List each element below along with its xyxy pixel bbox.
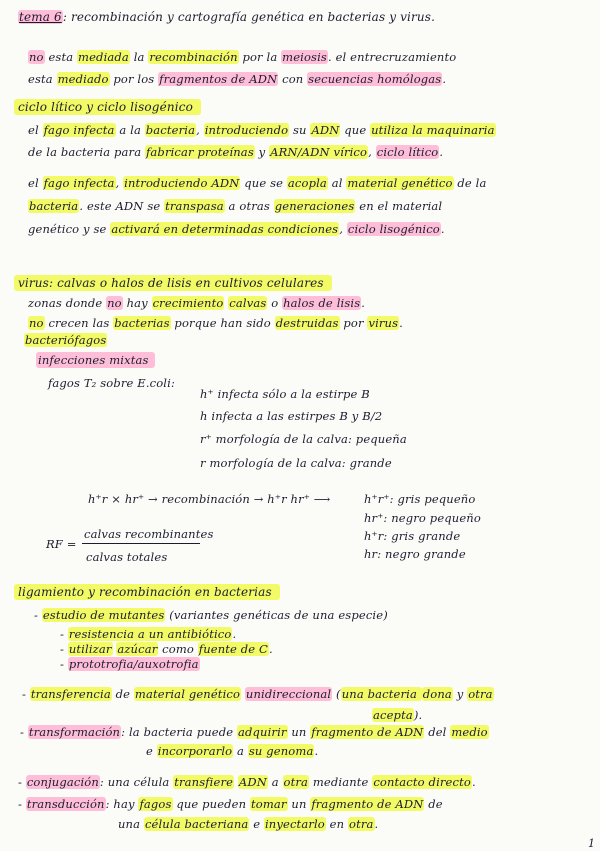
text: una [118,817,144,831]
text-highlight: contacto directo [373,775,471,789]
text-highlight: transpasa [165,199,224,213]
text-highlight: tomar [251,797,287,811]
bullet: - [60,642,68,656]
section-heading [14,100,201,115]
text-highlight: conjugación [26,775,99,789]
subheading [36,353,155,368]
text: un [287,725,311,739]
text: un [287,797,311,811]
text-highlight: azúcar [117,642,158,656]
text-highlight: fuente de C [198,642,269,656]
title-text: : recombinación y cartografía genética en bacterias y virus. [62,10,436,24]
text: e [146,744,157,758]
list-item [20,725,489,740]
text-highlight: su genoma [248,744,314,758]
text-highlight: no [29,50,44,64]
text-highlight: bacteriófagos [25,333,107,347]
text-highlight: acepta [373,708,413,722]
text-highlight: crecimiento [152,296,224,310]
text-highlight: no [29,316,44,330]
text-highlight: transferencia [30,687,111,701]
list-item-cont [372,708,422,723]
fagos-line: r⁺ morfología de la calva: pequeña [200,432,407,446]
text-highlight: fagos [139,797,172,811]
text-highlight: meiosis [282,50,327,64]
paragraph-line [28,296,365,311]
paragraph-line [28,316,403,331]
text-highlight: célula bacteriana [144,817,249,831]
page-number: 1 [588,837,596,850]
list-item [34,608,388,623]
paragraph-line [28,145,443,160]
cross-result: h⁺r: gris grande [364,529,461,543]
text-highlight: material genético [134,687,241,701]
text: a otras [224,199,274,213]
bullet: - [34,608,42,622]
text-highlight: bacterias [114,316,170,330]
text-highlight: incorporarlo [157,744,233,758]
text-highlight: ARN/ADN vírico [270,145,368,159]
text-highlight: estudio de mutantes [42,608,165,622]
text-highlight: resistencia a un antibiótico [68,627,232,641]
text-highlight: fragmento de ADN [311,725,424,739]
list-item [18,797,443,812]
bullet: - [60,657,68,671]
text: , [339,222,347,236]
text: hay [122,296,152,310]
text-highlight: fragmento de ADN [311,797,424,811]
text: de la [453,176,487,190]
text: por los [109,72,159,86]
section-heading [14,276,332,291]
text: genético y se [28,222,111,236]
text-highlight: fago infecta [43,176,115,190]
text-highlight: mediado [57,72,109,86]
text: . [269,642,273,656]
text-highlight: fabricar proteínas [146,145,254,159]
text-highlight: prototrofia/auxotrofia [68,657,199,671]
text: mediante [309,775,373,789]
text: . el entrecruzamiento [327,50,457,64]
list-item-cont [146,744,318,759]
paragraph-line [28,199,442,214]
paragraph-line [28,72,446,87]
paragraph-line [28,50,456,65]
text-highlight: material genético [347,176,453,190]
bullet: - [22,687,30,701]
text: (variantes genéticas de una especie) [165,608,388,622]
text-highlight: otra [283,775,309,789]
text: zonas donde [28,296,107,310]
text: por [339,316,368,330]
text: por la [238,50,282,64]
fraction-bar [82,543,200,544]
paragraph-line [24,333,107,348]
fagos-line: r morfología de la calva: grande [200,456,392,470]
text: de [424,797,443,811]
text-highlight: transfiere [174,775,234,789]
text: la [129,50,149,64]
text: a la [115,123,145,137]
rf-label: RF = [46,537,77,551]
text-highlight: activará en determinadas condiciones [111,222,339,236]
heading-text: ligamiento y recombinación en bacterias [14,584,280,600]
rf-numerator: calvas recombinantes [84,527,214,541]
text: que pueden [172,797,251,811]
text: . este ADN se [79,199,165,213]
text: . [439,145,444,159]
text-highlight: acopla [287,176,327,190]
heading-text: virus: calvas o halos de lisis en cultivos celulares [14,275,332,291]
section-heading [14,585,280,600]
text-highlight: fago infecta [43,123,115,137]
text: con [278,72,308,86]
text: . [440,222,445,236]
text-highlight: unidireccional [245,687,332,701]
text-highlight: utilizar [68,642,112,656]
bullet: - [60,627,68,641]
text-highlight: bacteria [145,123,196,137]
text-highlight: mediada [78,50,129,64]
paragraph-line [28,222,445,237]
text: de la bacteria para [28,145,146,159]
bullet: - [20,725,28,739]
text-highlight: destruidas [275,316,339,330]
text-highlight: dona [422,687,452,701]
text-highlight: fragmentos de ADN [159,72,278,86]
text: . [314,744,319,758]
text-highlight: ADN [238,775,267,789]
list-subitem [60,642,273,657]
text: , [368,145,376,159]
text: . [399,316,403,330]
text-highlight: inyectarlo [264,817,325,831]
text-highlight: ciclo lisogénico [347,222,440,236]
text: . [361,296,366,310]
text: : hay [105,797,139,811]
text-highlight: introduciendo ADN [124,176,240,190]
list-item [18,775,476,790]
paragraph-line [28,123,496,138]
text: su [289,123,311,137]
text: e [249,817,264,831]
text: . [374,817,379,831]
text-highlight: calvas [229,296,267,310]
text-highlight: ADN [311,123,340,137]
text-highlight: adquirir [238,725,287,739]
text: que [340,123,371,137]
text: en el material [355,199,443,213]
rf-denominator: calvas totales [86,550,168,564]
text-highlight: introduciendo [204,123,289,137]
text-highlight: generaciones [274,199,355,213]
list-item [22,687,494,702]
text-highlight: una bacteria [341,687,421,701]
text: ( [332,687,341,701]
text: a [267,775,283,789]
text-highlight: transformación [28,725,121,739]
text: como [158,642,198,656]
text: : una célula [99,775,174,789]
text-highlight: bacteria [29,199,79,213]
text: el [28,123,43,137]
fagos-intro: fagos T₂ sobre E.coli: [48,376,175,390]
text: o [267,296,283,310]
text: y [452,687,468,701]
text: : la bacteria puede [121,725,238,739]
text-highlight: transducción [26,797,105,811]
text-highlight: secuencias homólogas [308,72,442,86]
text: que se [240,176,287,190]
text: . [232,627,237,641]
text: porque han sido [170,316,275,330]
subheading-text: infecciones mixtas [36,352,155,368]
text-highlight: otra [349,817,374,831]
fagos-line: h⁺ infecta sólo a la estirpe B [200,387,370,401]
text: a [233,744,248,758]
text: en [325,817,348,831]
text: , [115,176,124,190]
cross-result: h⁺r⁺: gris pequeño [364,492,476,506]
cross-result: hr⁺: negro pequeño [364,511,481,525]
page-title [18,10,435,25]
text-highlight: utiliza la maquinaria [371,123,495,137]
text-highlight: medio [451,725,488,739]
fagos-line: h infecta a las estirpes B y B/2 [200,409,383,423]
heading-text: ciclo lítico y ciclo lisogénico [14,99,201,115]
text: esta [44,50,78,64]
text: de [111,687,134,701]
text: y [254,145,270,159]
list-subitem [60,627,236,642]
text-highlight: recombinación [149,50,238,64]
list-item-cont [118,817,378,832]
bullet: - [18,775,26,789]
text: ). [413,708,423,722]
text: esta [28,72,57,86]
text: . [471,775,476,789]
text: crecen las [44,316,114,330]
list-subitem [60,657,200,672]
text-highlight: otra [468,687,493,701]
text: al [327,176,347,190]
text: el [28,176,43,190]
title-prefix: tema 6 [19,10,62,24]
text: . [442,72,447,86]
text-highlight: ciclo lítico [376,145,439,159]
cross-result: hr: negro grande [364,547,466,561]
text-highlight: halos de lisis [283,296,361,310]
text: del [424,725,451,739]
paragraph-line [28,176,486,191]
bullet: - [18,797,26,811]
text: , [196,123,204,137]
text-highlight: virus [368,316,399,330]
cross-equation: h⁺r × hr⁺ → recombinación → h⁺r hr⁺ ⟶ [88,492,331,506]
text-highlight: no [107,296,122,310]
